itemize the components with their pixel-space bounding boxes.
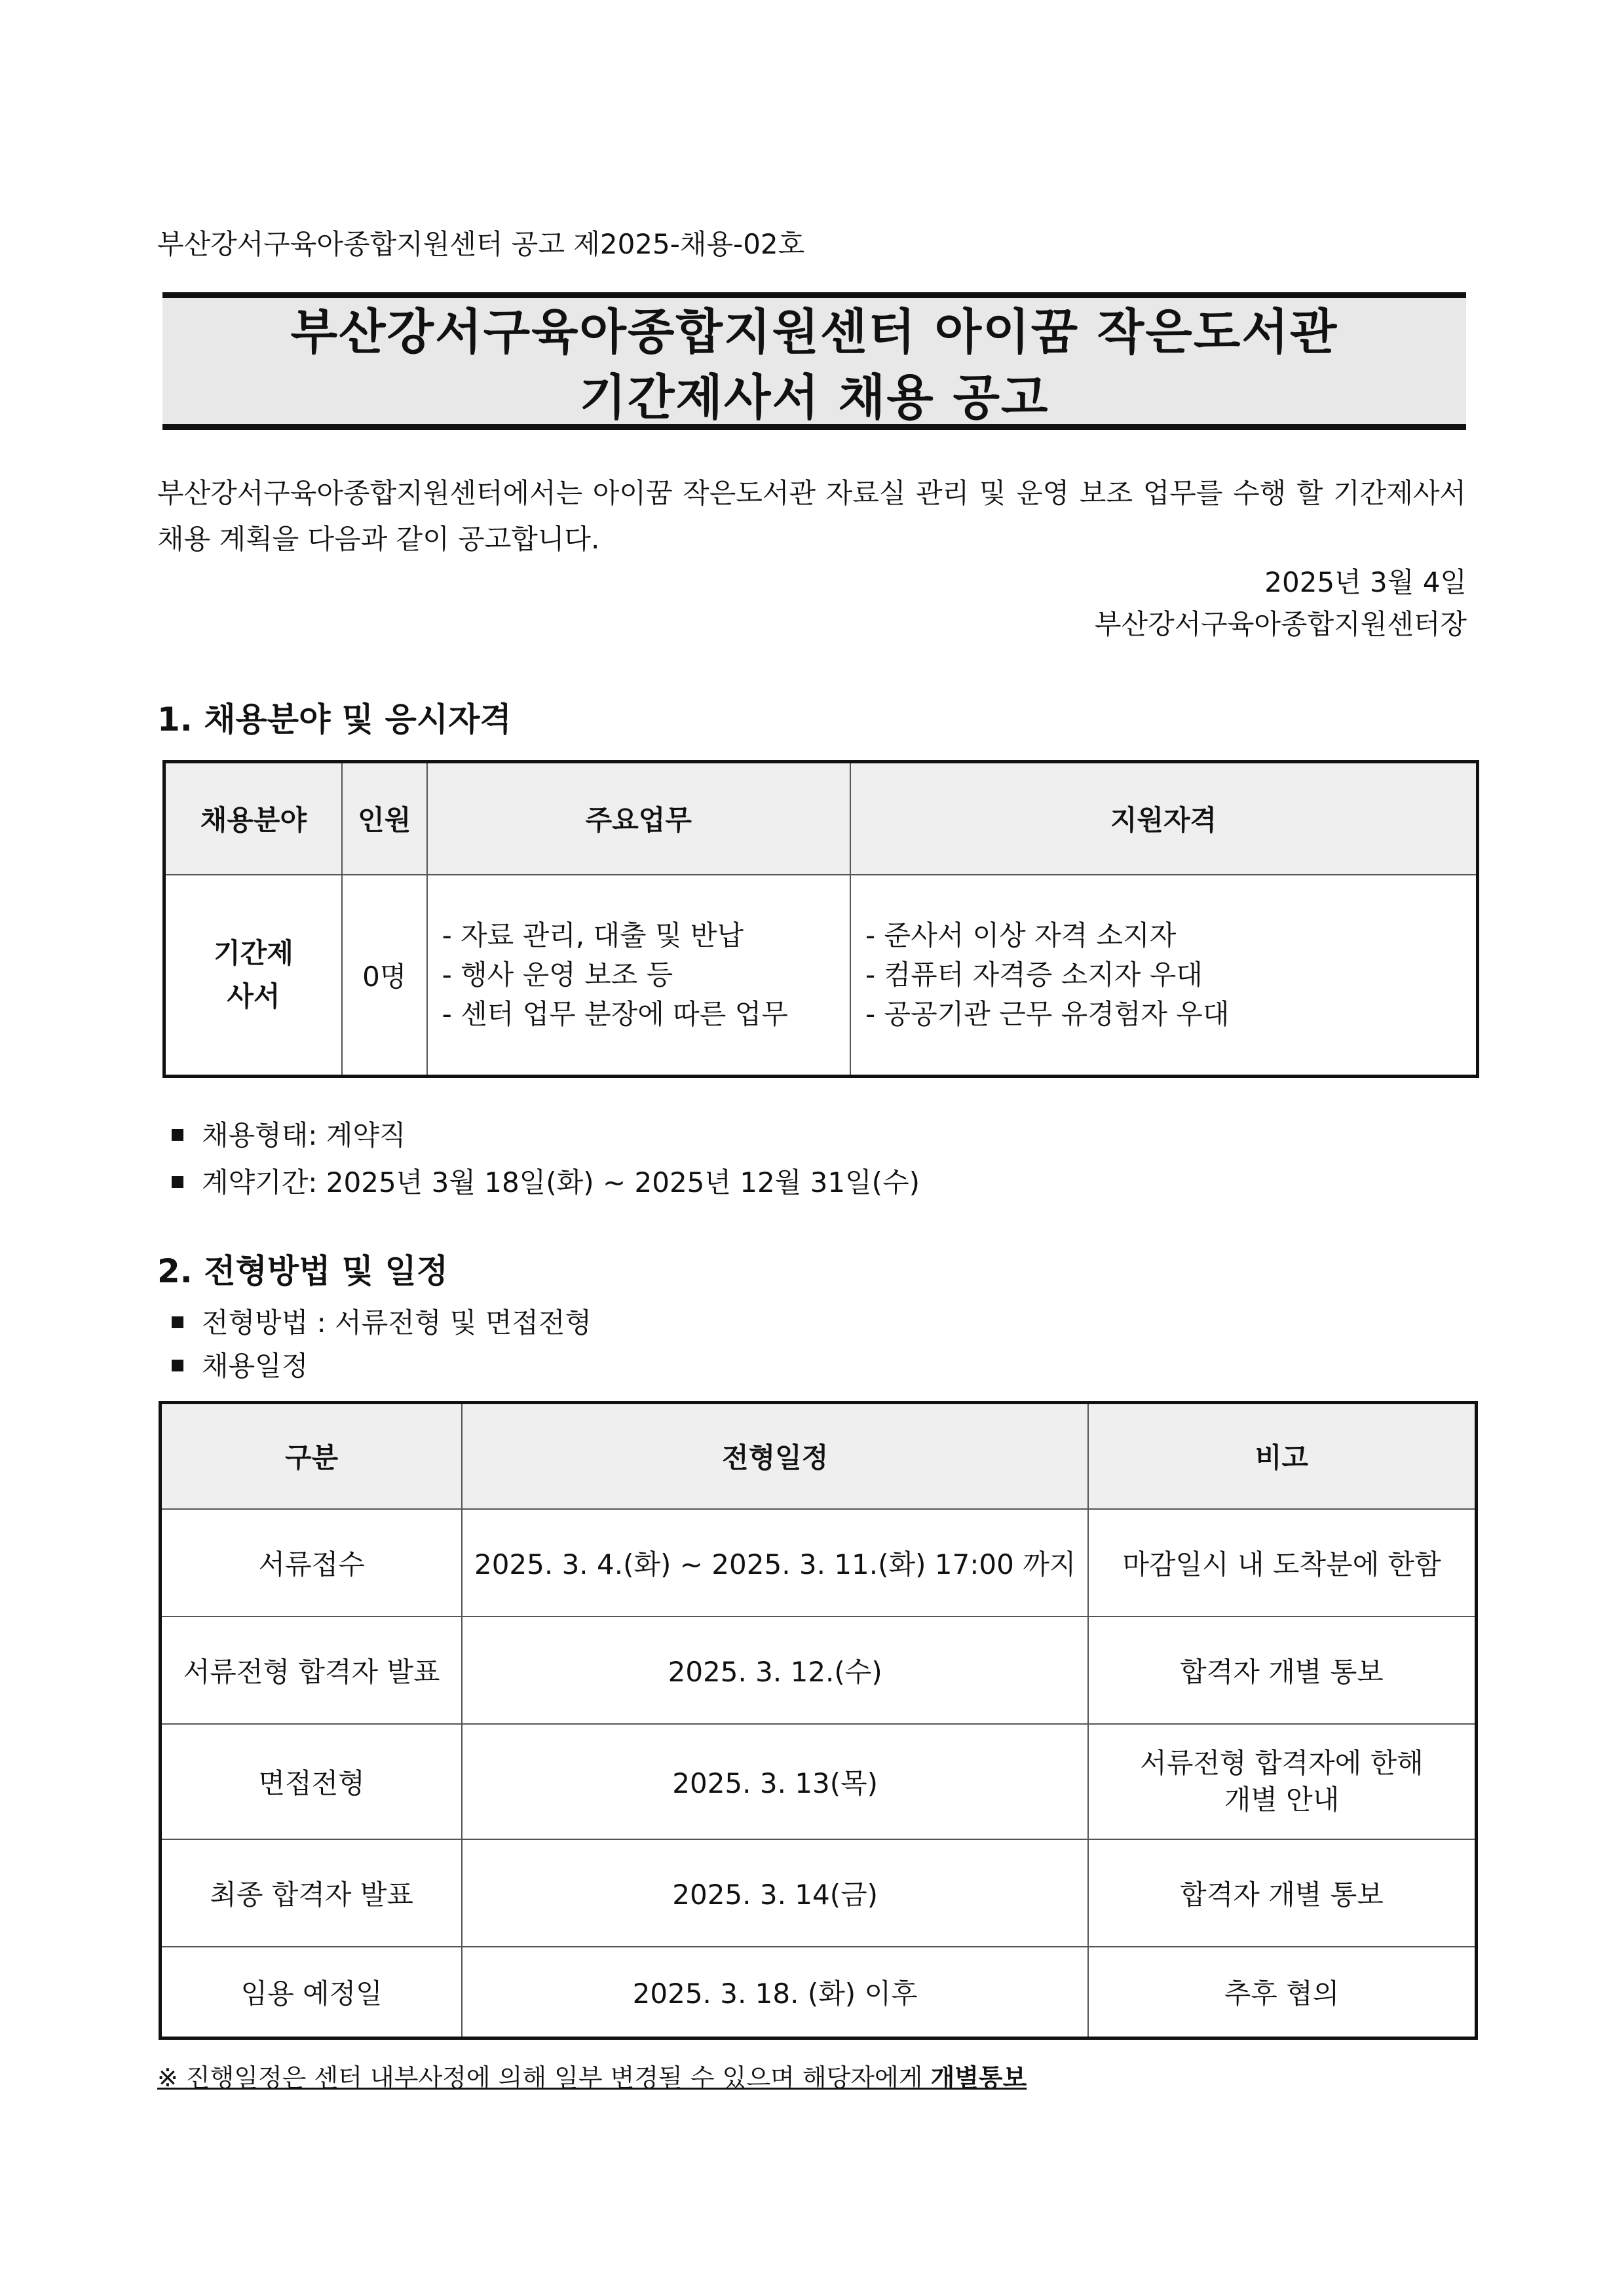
count-cell: 0명 bbox=[342, 875, 427, 1077]
footnote-bold: 개별통보 bbox=[930, 2063, 1027, 2092]
bullet-text: 계약기간: 2025년 3월 18일(화) ~ 2025년 12월 31일(수) bbox=[202, 1166, 920, 1198]
note-cell: 합격자 개별 통보 bbox=[1088, 1839, 1476, 1947]
duties-cell bbox=[427, 875, 850, 1077]
schedule-cell: 2025. 3. 13(목) bbox=[462, 1724, 1088, 1839]
note-cell: 합격자 개별 통보 bbox=[1088, 1617, 1476, 1724]
section2-heading: 2. 전형방법 및 일정 bbox=[157, 1252, 449, 1290]
header-schedule: 전형일정 bbox=[462, 1403, 1088, 1509]
title-line-1: 부산강서구육아종합지원센터 아이꿈 작은도서관 bbox=[290, 304, 1338, 360]
header-qualifications: 지원자격 bbox=[850, 762, 1478, 875]
bullet-contract-period bbox=[172, 1161, 920, 1200]
footnote-text: ※ 진행일정은 센터 내부사정에 의해 일부 변경될 수 있으며 해당자에게 bbox=[157, 2063, 931, 2092]
table-row bbox=[161, 1617, 1477, 1724]
stage-cell: 서류전형 합격자 발표 bbox=[161, 1617, 463, 1724]
stage-cell: 최종 합격자 발표 bbox=[161, 1839, 463, 1947]
header-note: 비고 bbox=[1088, 1403, 1476, 1509]
table-row bbox=[161, 1839, 1477, 1947]
note-cell: 마감일시 내 도착분에 한함 bbox=[1088, 1509, 1476, 1617]
title-line-2: 기간제사서 채용 공고 bbox=[579, 370, 1049, 426]
qualifications-cell bbox=[850, 875, 1478, 1077]
title-box bbox=[162, 292, 1466, 430]
bullet-text: 채용일정 bbox=[202, 1350, 309, 1382]
field-line-1: 기간제 bbox=[214, 936, 293, 969]
table-row bbox=[161, 1509, 1477, 1617]
footnote bbox=[157, 2057, 1027, 2094]
qualification-item: - 공공기관 근무 유경험자 우대 bbox=[865, 997, 1230, 1030]
schedule-table bbox=[159, 1401, 1478, 2040]
section1-heading: 1. 채용분야 및 응시자격 bbox=[157, 700, 512, 738]
square-bullet-icon bbox=[172, 1176, 183, 1188]
bullet-schedule bbox=[172, 1345, 308, 1384]
table-header-row bbox=[164, 762, 1478, 875]
schedule-cell: 2025. 3. 14(금) bbox=[462, 1839, 1088, 1947]
stage-cell: 서류접수 bbox=[161, 1509, 463, 1617]
schedule-cell: 2025. 3. 12.(수) bbox=[462, 1617, 1088, 1724]
qualification-item: - 컴퓨터 자격증 소지자 우대 bbox=[865, 958, 1203, 991]
header-duties: 주요업무 bbox=[427, 762, 850, 875]
bullet-text: 채용형태: 계약직 bbox=[202, 1119, 406, 1151]
header-stage: 구분 bbox=[161, 1403, 463, 1509]
field-cell bbox=[164, 875, 342, 1077]
qualification-item: - 준사서 이상 자격 소지자 bbox=[865, 919, 1177, 951]
table-row bbox=[164, 875, 1478, 1077]
duty-item: - 자료 관리, 대출 및 반납 bbox=[442, 919, 744, 951]
schedule-cell: 2025. 3. 18. (화) 이후 bbox=[462, 1947, 1088, 2038]
table-row bbox=[161, 1724, 1477, 1839]
square-bullet-icon bbox=[172, 1129, 183, 1141]
table-header-row bbox=[161, 1403, 1477, 1509]
bullet-text: 전형방법 : 서류전형 및 면접전형 bbox=[202, 1307, 592, 1339]
note-cell: 추후 협의 bbox=[1088, 1947, 1476, 2038]
note-line-2: 개별 안내 bbox=[1224, 1783, 1340, 1816]
intro-paragraph: 부산강서구육아종합지원센터에서는 아이꿈 작은도서관 자료실 관리 및 운영 보조 업무를 수행 할 기간제사서 채용 계획을 다음과 같이 공고합니다. bbox=[157, 477, 1466, 555]
square-bullet-icon bbox=[172, 1360, 183, 1371]
bullet-employment-type bbox=[172, 1114, 406, 1153]
recruitment-table bbox=[162, 760, 1479, 1078]
duty-item: - 행사 운영 보조 등 bbox=[442, 958, 673, 991]
header-count: 인원 bbox=[342, 762, 427, 875]
stage-cell: 임용 예정일 bbox=[161, 1947, 463, 2038]
header-field: 채용분야 bbox=[164, 762, 342, 875]
duty-item: - 센터 업무 분장에 따른 업무 bbox=[442, 997, 788, 1030]
field-line-2: 사서 bbox=[227, 980, 280, 1012]
issuer: 부산강서구육아종합지원센터장 bbox=[1094, 608, 1467, 640]
notice-number: 부산강서구육아종합지원센터 공고 제2025-채용-02호 bbox=[157, 228, 805, 260]
stage-cell: 면접전형 bbox=[161, 1724, 463, 1839]
note-line-1: 서류전형 합격자에 한해 bbox=[1140, 1746, 1424, 1779]
table-row bbox=[161, 1947, 1477, 2038]
note-cell bbox=[1088, 1724, 1476, 1839]
announcement-date: 2025년 3월 4일 bbox=[1264, 566, 1467, 598]
bullet-selection-method bbox=[172, 1301, 592, 1341]
square-bullet-icon bbox=[172, 1316, 183, 1328]
schedule-cell: 2025. 3. 4.(화) ~ 2025. 3. 11.(화) 17:00 까지 bbox=[462, 1509, 1088, 1617]
